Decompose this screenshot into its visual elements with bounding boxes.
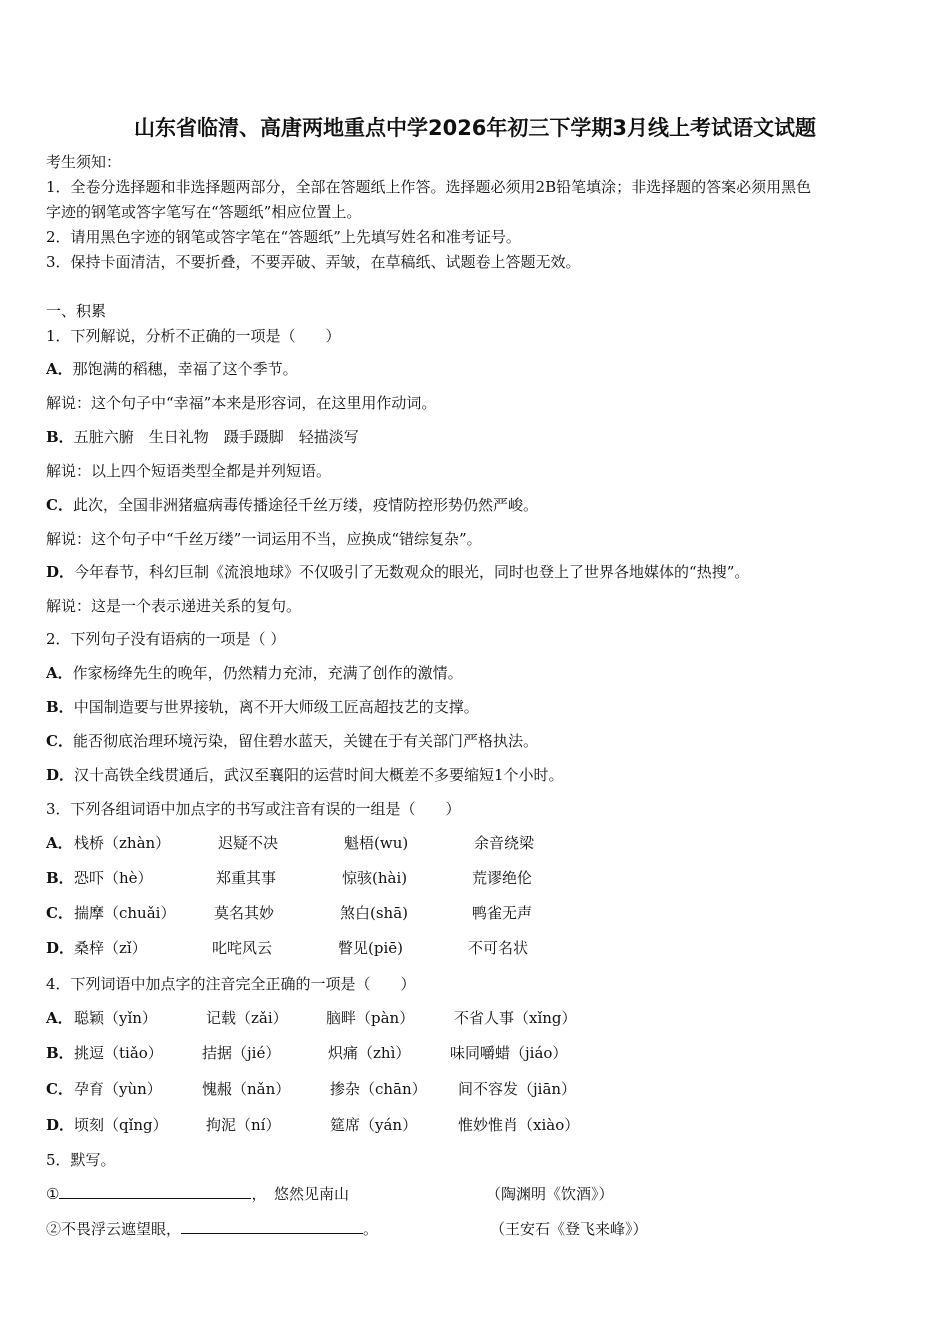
- q4-cell: 记载（zǎi）: [206, 1009, 288, 1027]
- q2-option-a: [46, 663, 463, 683]
- q3-cell: 魁梧(wu): [344, 834, 409, 852]
- q3-cell: 鸭雀无声: [472, 904, 533, 922]
- dictation-source: （陶渊明《饮酒》）: [486, 1185, 614, 1203]
- dictation-prefix: ①: [46, 1185, 60, 1203]
- q3-cell: 煞白(shā): [340, 904, 409, 922]
- q1-option-a: [46, 359, 298, 379]
- option-text: 汉十高铁全线贯通后，武汉至襄阳的运营时间大概差不多要缩短1个小时。: [74, 766, 564, 784]
- q3-row-label: D．: [46, 939, 75, 957]
- q4-cell: 愧赧（nǎn）: [202, 1080, 291, 1098]
- q3-cell: 惊骇(hài): [342, 869, 408, 887]
- question-5-stem: 5．默写。: [46, 1151, 116, 1169]
- dictation-blank[interactable]: [59, 1184, 251, 1199]
- q3-cell: 不可名状: [468, 939, 529, 957]
- q4-cell: 味同嚼蜡（jiáo）: [450, 1044, 568, 1062]
- q2-option-d: [46, 765, 564, 785]
- q1-explanation-b: 解说：以上四个短语类型全都是并列短语。: [46, 462, 332, 480]
- q3-row-label: A．: [46, 834, 73, 852]
- q3-row-label: C．: [46, 904, 73, 922]
- option-label: D．: [46, 766, 75, 784]
- q4-row-label: D．: [46, 1116, 75, 1134]
- q4-row-label: A．: [46, 1009, 73, 1027]
- q3-cell: 叱咤风云: [212, 939, 273, 957]
- option-text: 今年春节，科幻巨制《流浪地球》不仅吸引了无数观众的眼光，同时也登上了世界各地媒体的“热搜”。: [74, 563, 750, 581]
- question-2-stem: 2．下列句子没有语病的一项是（ ）: [46, 630, 286, 648]
- q3-cell: 栈桥（zhàn）: [74, 834, 171, 852]
- option-label: C．: [46, 496, 73, 514]
- q3-cell: 荒谬绝伦: [472, 869, 533, 887]
- q3-cell: 郑重其事: [216, 869, 277, 887]
- q4-cell: 拘泥（ní）: [206, 1116, 281, 1134]
- q1-option-b: [46, 427, 359, 447]
- page-title: 山东省临清、高唐两地重点中学2026年初三下学期3月线上考试语文试题: [133, 116, 817, 140]
- q4-cell: 拮据（jié）: [202, 1044, 281, 1062]
- q3-cell: 桑梓（zǐ）: [74, 939, 147, 957]
- q3-cell: 莫名其妙: [214, 904, 275, 922]
- question-4-stem: 4．下列词语中加点字的注音完全正确的一项是（ ）: [46, 975, 416, 993]
- option-text: 中国制造要与世界接轨，离不开大师级工匠高超技艺的支撑。: [73, 698, 479, 716]
- dictation-line-1: [46, 1184, 349, 1204]
- notice-item: 1．全卷分选择题和非选择题两部分，全部在答题纸上作答。选择题必须用2B铅笔填涂；非选择题的答案必须用黑色: [46, 178, 812, 196]
- option-label: C．: [46, 732, 73, 750]
- q4-row-label: C．: [46, 1080, 73, 1098]
- q4-cell: 挑逗（tiǎo）: [74, 1044, 163, 1062]
- q1-option-d: [46, 562, 749, 582]
- section-heading: 一、积累: [46, 302, 107, 320]
- q4-cell: 间不容发（jiān）: [458, 1080, 577, 1098]
- option-label: A．: [46, 664, 73, 682]
- option-label: B．: [46, 698, 74, 716]
- option-text: 能否彻底治理环境污染，留住碧水蓝天，关键在于有关部门严格执法。: [72, 732, 538, 750]
- dictation-blank[interactable]: [181, 1219, 363, 1234]
- q3-cell: 揣摩（chuǎi）: [74, 904, 176, 922]
- q1-option-c: [46, 495, 538, 515]
- q4-cell: 惟妙惟肖（xiào）: [458, 1116, 580, 1134]
- q4-cell: 筵席（yán）: [330, 1116, 418, 1134]
- q3-cell: 恐吓（hè）: [74, 869, 153, 887]
- dictation-prefix: ②不畏浮云遮望眼，: [46, 1220, 182, 1238]
- q1-explanation-c: 解说：这个句子中“千丝万缕”一词运用不当，应换成“错综复杂”。: [46, 530, 482, 548]
- q3-cell: 余音绕梁: [474, 834, 535, 852]
- q4-cell: 炽痛（zhì）: [328, 1044, 411, 1062]
- q4-row-label: B．: [46, 1044, 74, 1062]
- q3-row-label: B．: [46, 869, 74, 887]
- q4-cell: 顷刻（qǐng）: [74, 1116, 168, 1134]
- dictation-line-2: [46, 1219, 378, 1239]
- option-label: D．: [46, 563, 75, 581]
- notice-item: 字迹的钢笔或答字笔写在“答题纸”相应位置上。: [46, 203, 362, 221]
- notice-heading: 考生须知：: [46, 153, 122, 171]
- option-label: B．: [46, 428, 74, 446]
- q4-cell: 脑畔（pàn）: [326, 1009, 415, 1027]
- option-text: 那饱满的稻穗，幸福了这个季节。: [72, 360, 298, 378]
- q4-cell: 聪颖（yǐn）: [74, 1009, 157, 1027]
- q1-explanation-d: 解说：这是一个表示递进关系的复句。: [46, 597, 302, 615]
- q3-cell: 迟疑不决: [218, 834, 279, 852]
- q4-cell: 掺杂（chān）: [330, 1080, 427, 1098]
- q4-cell: 孕育（yùn）: [74, 1080, 162, 1098]
- dictation-source: （王安石《登飞来峰》）: [490, 1220, 648, 1238]
- option-label: A．: [46, 360, 73, 378]
- dictation-after: ， 悠然见南山: [251, 1185, 349, 1203]
- q3-cell: 瞥见(piē): [338, 939, 403, 957]
- dictation-after: 。: [363, 1220, 379, 1238]
- question-3-stem: 3．下列各组词语中加点字的书写或注音有误的一组是（ ）: [46, 800, 461, 818]
- q2-option-b: [46, 697, 479, 717]
- notice-item: 3．保持卡面清洁，不要折叠，不要弄破、弄皱，在草稿纸、试题卷上答题无效。: [46, 253, 581, 271]
- option-text: 作家杨绛先生的晚年，仍然精力充沛，充满了创作的激情。: [72, 664, 463, 682]
- notice-item: 2．请用黑色字迹的钢笔或答字笔在“答题纸”上先填写姓名和准考证号。: [46, 228, 521, 246]
- question-1-stem: 1．下列解说，分析不正确的一项是（ ）: [46, 327, 341, 345]
- q1-explanation-a: 解说：这个句子中“幸福”本来是形容词，在这里用作动词。: [46, 394, 437, 412]
- q2-option-c: [46, 731, 538, 751]
- q4-cell: 不省人事（xǐng）: [454, 1009, 577, 1027]
- option-text: 此次，全国非洲猪瘟病毒传播途径千丝万缕，疫情防控形势仍然严峻。: [72, 496, 538, 514]
- option-text: 五脏六腑 生日礼物 蹑手蹑脚 轻描淡写: [73, 428, 359, 446]
